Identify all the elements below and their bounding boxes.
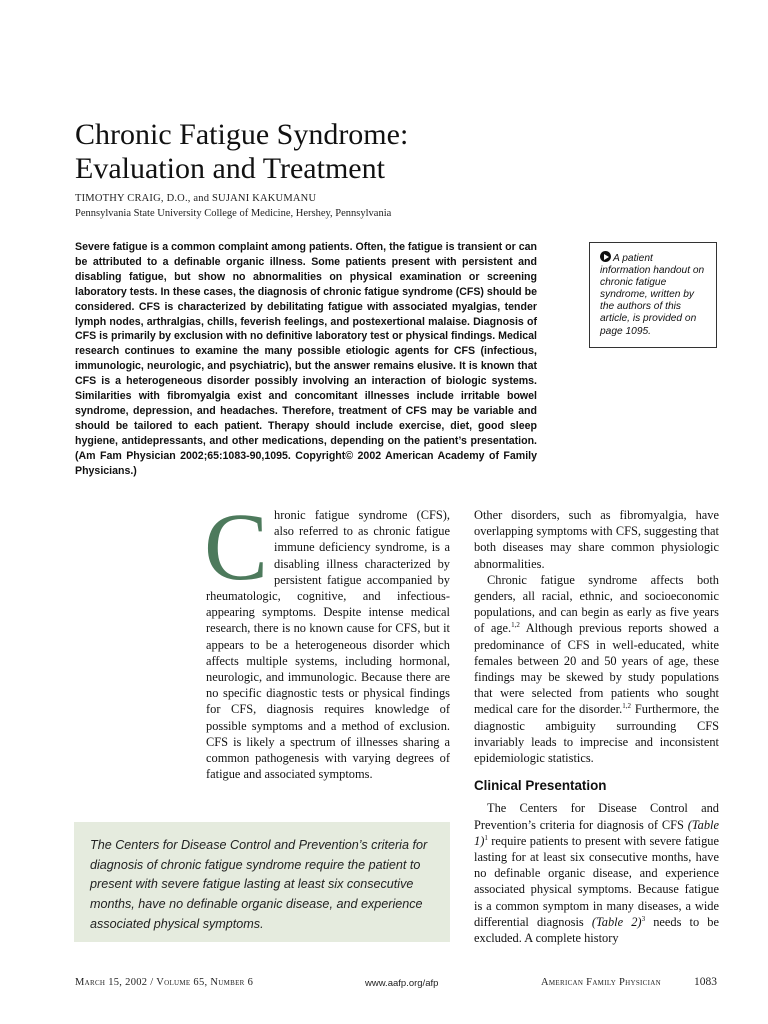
- drop-cap: C: [204, 493, 269, 600]
- citation: 3: [641, 914, 646, 923]
- body-column-1: [204, 493, 450, 782]
- page-number: 1083: [694, 976, 717, 988]
- paragraph-epidemiology: [474, 572, 719, 766]
- intro-text: hronic fatigue syndrome (CFS), also referred to as chronic fatigue immune deficiency syndrome, is a disabling illness characterized by persistent fatigue accompanied by rheumatologic, cognitive, and infectious-appearing symptoms. Despite intense medical research, there is no known cause for CFS, but it appears to be a heterogeneous disorder which affects multiple systems, including hormonal, neurologic, and immunologic. Because there are no specific diagnostic tests or physical findings for CFS, diagnosis requires knowledge of possible symptoms and a method of exclusion. CFS is likely a spectrum of illnesses sharing a common pathogenesis with varying degrees of fatigue and associated symptoms.: [206, 508, 450, 782]
- authors: TIMOTHY CRAIG, D.O., and SUJANI KAKUMANU: [75, 193, 317, 204]
- epi-text-c: Furthermore, the diagnostic ambiguity surrounding CFS invariably leads to imprecise and inconsistent epidemiologic statistics.: [474, 702, 719, 766]
- article-title: [75, 118, 595, 186]
- patient-handout-note: [589, 242, 717, 348]
- table-1-ref[interactable]: (Table 1): [474, 817, 719, 848]
- title-line-1: Chronic Fatigue Syndrome:: [75, 118, 409, 151]
- section-heading-clinical-presentation: Clinical Presentation: [474, 778, 607, 794]
- citation: 1,2: [511, 621, 520, 630]
- clin-text-a: The Centers for Disease Control and Prevention’s criteria for diagnosis of CFS: [474, 801, 719, 832]
- citation: 1: [484, 833, 488, 842]
- epi-text-b: Although previous reports showed a predominance of CFS in well-educated, white females between 20 and 50 years of age, these findings may be skewed by study populations that were selected from patients who sought medical care for the disorder.: [474, 621, 719, 717]
- clin-text-b: require patients to present with severe fatigue lasting for at least six consecutive months, have no definable organic disease, and experience associated physical symptoms. Because fatigue is a common symptom in many diseases, a wide differential diagnosis: [474, 833, 719, 929]
- intro-paragraph: [204, 493, 450, 782]
- epi-text-a: Chronic fatigue syndrome affects both genders, all racial, ethnic, and socioeconomic populations, and can begin as early as five years of age.: [474, 572, 719, 636]
- table-2-ref[interactable]: (Table 2): [591, 914, 642, 929]
- body-column-2: [474, 507, 719, 946]
- pull-quote: The Centers for Disease Control and Prevention’s criteria for diagnosis of chronic fatigue syndrome require the patient to present with severe fatigue lasting at least six consecutive months, have no definable organic disease, and experience associated physical symptoms.: [74, 822, 450, 942]
- footer-journal: American Family Physician: [541, 977, 661, 988]
- footer-date-volume: March 15, 2002 / Volume 65, Number 6: [75, 977, 254, 988]
- clin-text-c: needs to be excluded. A complete history: [474, 914, 719, 946]
- affiliation: Pennsylvania State University College of Medicine, Hershey, Pennsylvania: [75, 208, 392, 219]
- paragraph-clinical: [474, 800, 719, 946]
- abstract: Severe fatigue is a common complaint among patients. Often, the fatigue is transient or can be attributed to a definable organic illness. Some patients present with persistent and disabling fatigue, but show no abnormalities on physical examination or screening laboratory tests. In these cases, the diagnosis of chronic fatigue syndrome (CFS) should be considered. CFS is characterized by debilitating fatigue with associated myalgias, tender lymph nodes, arthralgias, chills, feverish feelings, and postexertional malaise. Diagnosis of CFS is primarily by exclusion with no definitive laboratory test or physical findings. Medical research continues to examine the many possible etiologic agents for CFS (infectious, immunologic, neurologic, and psychiatric), but the answer remains elusive. It is known that CFS is a heterogeneous disorder possibly involving an interaction of biologic systems. Similarities with fibromyalgia exist and concomitant illnesses include irritable bowel syndrome, depression, and headaches. Therefore, treatment of CFS may be variable and should be tailored to each patient. Therapy should include exercise, diet, good sleep hygiene, antidepressants, and other medications, depending on the patient’s presentation. (Am Fam Physician 2002;65:1083-90,1095. Copyright© 2002 American Academy of Family Physicians.): [75, 241, 537, 477]
- paragraph-fibromyalgia: Other disorders, such as fibromyalgia, have overlapping symptoms with CFS, suggesting that both diseases may share common physiologic abnormalities.: [474, 508, 719, 571]
- citation: 1,2: [622, 702, 631, 711]
- footer-url[interactable]: www.aafp.org/afp: [365, 978, 439, 989]
- patient-handout-text: A patient information handout on chronic fatigue syndrome, written by the authors of this article, is provided on page 1095.: [600, 253, 705, 337]
- play-circle-icon: [600, 251, 611, 262]
- title-line-2: Evaluation and Treatment: [75, 152, 385, 185]
